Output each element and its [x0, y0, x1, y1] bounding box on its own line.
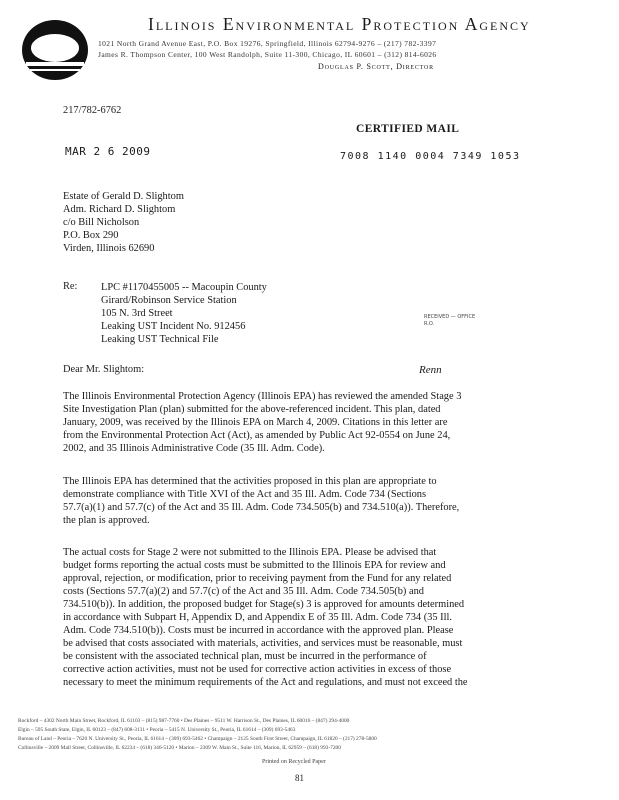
footer-offices-line-2: Elgin – 595 South State, Elgin, IL 60123 – (847) 608-3131 • Peoria – 5415 N. University St., Peoria, IL 61614 – (309) 693-5463	[18, 727, 296, 733]
paragraph-line: The actual costs for Stage 2 were not submitted to the Illinois EPA. Please be advised that	[63, 547, 437, 558]
footer-offices-line-3: Bureau of Land – Peoria – 7620 N. University St., Peoria, IL 61614 – (309) 693-5462 • Champaign – 2125 South First Street, Champaign, IL 61820 – (217) 278-5800	[18, 736, 377, 742]
re-subject-block	[101, 281, 401, 346]
address-line-chicago: James R. Thompson Center, 100 West Randolph, Suite 11-300, Chicago, IL 60601 – (312) 814-6026	[98, 50, 437, 59]
paragraph-line: be advised that costs associated with materials, activities, and services must be reasonable, must	[63, 638, 463, 649]
paragraph-line: be consistent with the associated technical plan, must be incurred in the performance of	[63, 651, 427, 662]
paragraph-line: necessary to meet the minimum requirements of the Act and regulations, and must not exceed the	[63, 677, 468, 688]
paragraph-line: The Illinois EPA has determined that the activities proposed in this plan are appropriate to	[63, 476, 437, 487]
paragraph-line: costs (Sections 57.7(a)(2) and 57.7(c) of the Act and 35 Ill. Adm. Code 734.505(b) and	[63, 586, 424, 597]
paragraph-line: January, 2009, was received by the Illinois EPA on March 4, 2009. Citations in this letter are	[63, 417, 448, 428]
footer-offices-line-4: Collinsville – 2009 Mall Street, Collinsville, IL 62234 – (618) 346-5120 • Marion – 2309 W. Main St., Suite 116, Marion, IL 62959 – (618) 993-7200	[18, 745, 341, 751]
certified-mail-tracking-number: 7008 1140 0004 7349 1053	[340, 151, 521, 162]
recipient-line: P.O. Box 290	[63, 230, 119, 241]
date-stamp: MAR 2 6 2009	[65, 145, 151, 158]
re-line: Leaking UST Technical File	[101, 334, 219, 345]
paragraph-line: in accordance with Subpart H, Appendix D, and Appendix E of 35 Ill. Adm. Code 734 (35 Ill.	[63, 612, 453, 623]
recipient-address	[63, 190, 543, 255]
paragraph-line: Adm. Code 734.510(b)). Costs must be incurred in accordance with the approved plan. Please	[63, 625, 454, 636]
paragraph-line: corrective action activities, must not be used for corrective action activities in excess of those	[63, 664, 452, 675]
paragraph-line: 57.7(a)(1) and 57.7(c) of the Act and 35 Ill. Adm. Code 734.505(b) and 734.510(a)). Therefore,	[63, 502, 460, 513]
paragraph-line: demonstrate compliance with Title XVI of the Act and 35 Ill. Adm. Code 734 (Sections	[63, 489, 427, 500]
re-line: 105 N. 3rd Street	[101, 308, 173, 319]
re-label: Re:	[63, 281, 78, 292]
director-line: Douglas P. Scott, Director	[318, 62, 434, 71]
recipient-line: c/o Bill Nicholson	[63, 217, 140, 228]
footer-offices-line-1: Rockford – 4302 North Main Street, Rockford, IL 61103 – (815) 987-7760 • Des Plaines – 9511 W. Harrison St., Des Plaines, IL 60016 – (847) 294-4000	[18, 718, 350, 724]
paragraph-line: budget forms reporting the actual costs must be submitted to the Illinois EPA for review and	[63, 560, 446, 571]
paragraph-line: 2002, and 35 Illinois Administrative Code (35 Ill. Adm. Code).	[63, 443, 325, 454]
illinois-epa-logo	[22, 20, 88, 80]
recipient-line: Adm. Richard D. Slightom	[63, 204, 176, 215]
phone-number: 217/782-6762	[63, 105, 122, 116]
recipient-line: Estate of Gerald D. Slightom	[63, 191, 184, 202]
paragraph-review	[63, 390, 543, 455]
recipient-line: Virden, Illinois 62690	[63, 243, 155, 254]
address-line-springfield: 1021 North Grand Avenue East, P.O. Box 19276, Springfield, Illinois 62794-9276 – (217) 782-3397	[98, 39, 437, 48]
paragraph-line: the plan is approved.	[63, 515, 150, 526]
agency-name: Illinois Environmental Protection Agency	[148, 14, 531, 34]
received-stamp-ro: R.O.	[424, 321, 435, 327]
paragraph-approval	[63, 475, 543, 527]
paragraph-line: from the Environmental Protection Act (Act), as amended by Public Act 92-0554 on June 24,	[63, 430, 451, 441]
paragraph-costs	[63, 546, 543, 689]
paragraph-line: Site Investigation Plan (plan) submitted for the above-referenced incident. This plan, dated	[63, 404, 441, 415]
handwritten-initials: Renn	[419, 364, 442, 376]
re-line: Leaking UST Incident No. 912456	[101, 321, 246, 332]
page-marker: 81	[295, 773, 304, 783]
re-line: LPC #1170455005 -- Macoupin County	[101, 282, 267, 293]
paragraph-line: The Illinois Environmental Protection Agency (Illinois EPA) has reviewed the amended Stage 3	[63, 391, 462, 402]
certified-mail-label: CERTIFIED MAIL	[356, 123, 460, 135]
re-line: Girard/Robinson Service Station	[101, 295, 237, 306]
recycled-paper-notice: Printed on Recycled Paper	[262, 759, 326, 765]
paragraph-line: 734.510(b)). In addition, the proposed budget for Stage(s) 3 is approved for amounts determined	[63, 599, 465, 610]
received-stamp: RECEIVED — OFFICE	[424, 314, 476, 320]
paragraph-line: approval, rejection, or modification, prior to receiving payment from the Fund for any related	[63, 573, 452, 584]
salutation: Dear Mr. Slightom:	[63, 364, 145, 375]
